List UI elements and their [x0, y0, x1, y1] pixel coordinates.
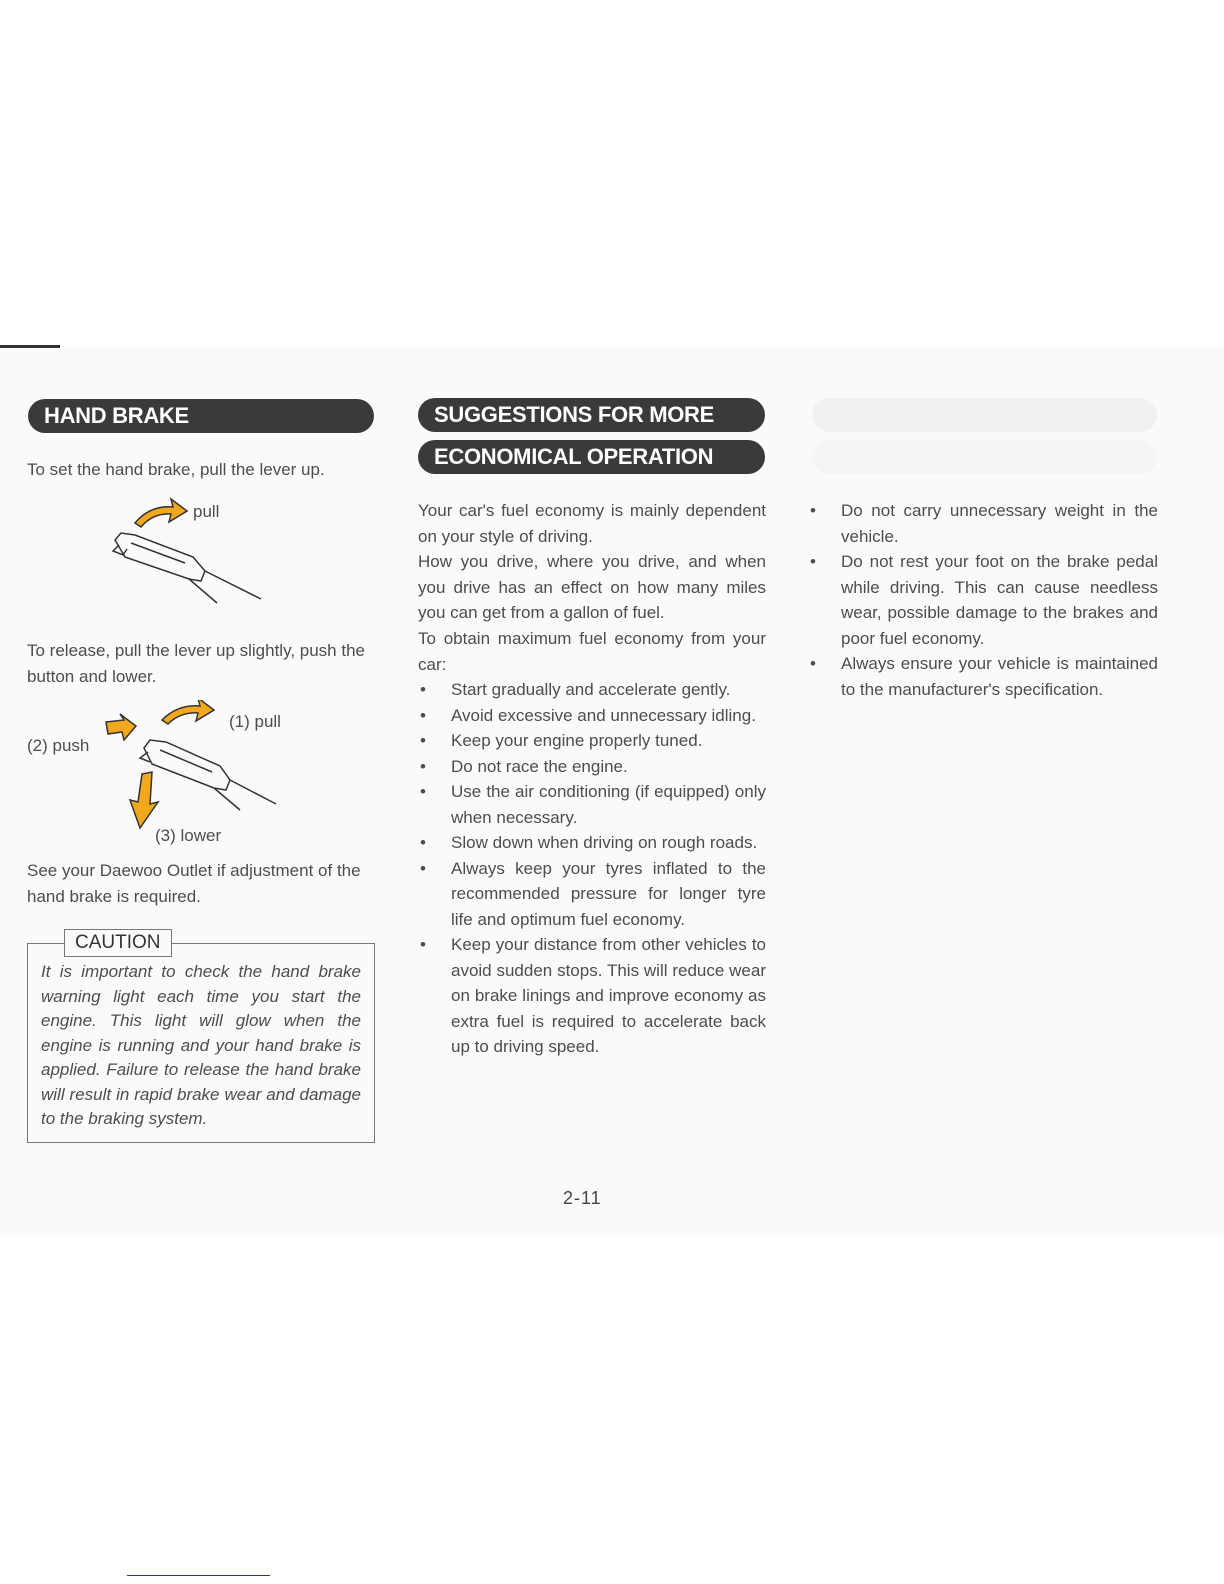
suggestions-heading-line2-text: ECONOMICAL OPERATION	[434, 444, 714, 469]
page-number: 2-11	[563, 1188, 602, 1208]
adjustment-text: See your Daewoo Outlet if adjustment of the hand brake is required.	[27, 861, 361, 906]
ghost-heading-shadow	[812, 440, 1157, 474]
caution-text: It is important to check the hand brake warning light each time you start the engine. This light will glow when the engine is running and your hand brake is applied. Failure to release the hand brake will result in rapid brake wear and damage to the braking system.	[41, 962, 361, 1128]
set-hand-brake-text: To set the hand brake, pull the lever up.	[27, 460, 325, 479]
hand-brake-heading	[28, 399, 374, 433]
list-item: • Always keep your tyres inflated to the recommended pressure for longer tyre life and optimum fuel economy.	[420, 858, 766, 929]
lower-arrow-icon	[130, 772, 158, 828]
brake-lever-icon	[140, 740, 276, 810]
fuel-economy-how-text: How you drive, where you drive, and when you drive has an effect on how many miles you can get from a gallon of fuel.	[418, 552, 766, 622]
hand-brake-heading-text: HAND BRAKE	[44, 403, 189, 428]
list-item: • Always ensure your vehicle is maintained to the manufacturer's specification.	[810, 654, 1158, 699]
list-item: • Keep your engine properly tuned.	[420, 731, 703, 750]
pull-label: pull	[193, 502, 220, 521]
list-item: • Start gradually and accelerate gently.	[420, 680, 731, 699]
economy-tips-list-continued	[808, 498, 1158, 702]
economy-tips-list	[418, 677, 766, 1060]
list-item: • Keep your distance from other vehicles to avoid sudden stops. This will reduce wear on brake linings and improve economy as extra fuel is required to accelerate back up to driving speed.	[420, 935, 766, 1056]
fuel-economy-intro: Your car's fuel economy is mainly dependent on your style of driving.	[418, 501, 766, 546]
ghost-heading-shadow	[812, 398, 1157, 432]
list-item: • Do not rest your foot on the brake pedal while driving. This can cause needless wear, possible damage to the brakes and poor fuel economy.	[810, 552, 1158, 648]
bottom-rule	[127, 1575, 270, 1576]
pull-step-label: (1) pull	[229, 712, 281, 731]
lower-step-label: (3) lower	[155, 826, 222, 845]
hand-brake-pull-illustration	[105, 495, 275, 610]
release-hand-brake-text: To release, pull the lever up slightly, push the button and lower.	[27, 641, 365, 686]
list-item: • Use the air conditioning (if equipped) only when necessary.	[420, 782, 766, 827]
brake-lever-icon	[113, 533, 261, 603]
suggestions-heading-line1-text: SUGGESTIONS FOR MORE	[434, 402, 715, 427]
top-edge-rule	[0, 345, 60, 348]
push-arrow-icon	[106, 714, 136, 740]
push-step-label: (2) push	[27, 736, 90, 755]
suggestions-heading-line1	[418, 398, 765, 432]
list-item: • Avoid excessive and unnecessary idling.	[420, 705, 756, 725]
list-item: • Slow down when driving on rough roads.	[420, 833, 758, 852]
pull-arrow-icon	[135, 499, 187, 527]
list-item: • Do not carry unnecessary weight in the vehicle.	[810, 501, 1158, 546]
suggestions-heading-line2	[418, 440, 765, 474]
pull-arrow-icon	[162, 700, 214, 724]
caution-title: CAUTION	[64, 929, 172, 957]
fuel-economy-obtain-text: To obtain maximum fuel economy from your car:	[418, 629, 766, 674]
list-item: • Do not race the engine.	[420, 756, 628, 776]
